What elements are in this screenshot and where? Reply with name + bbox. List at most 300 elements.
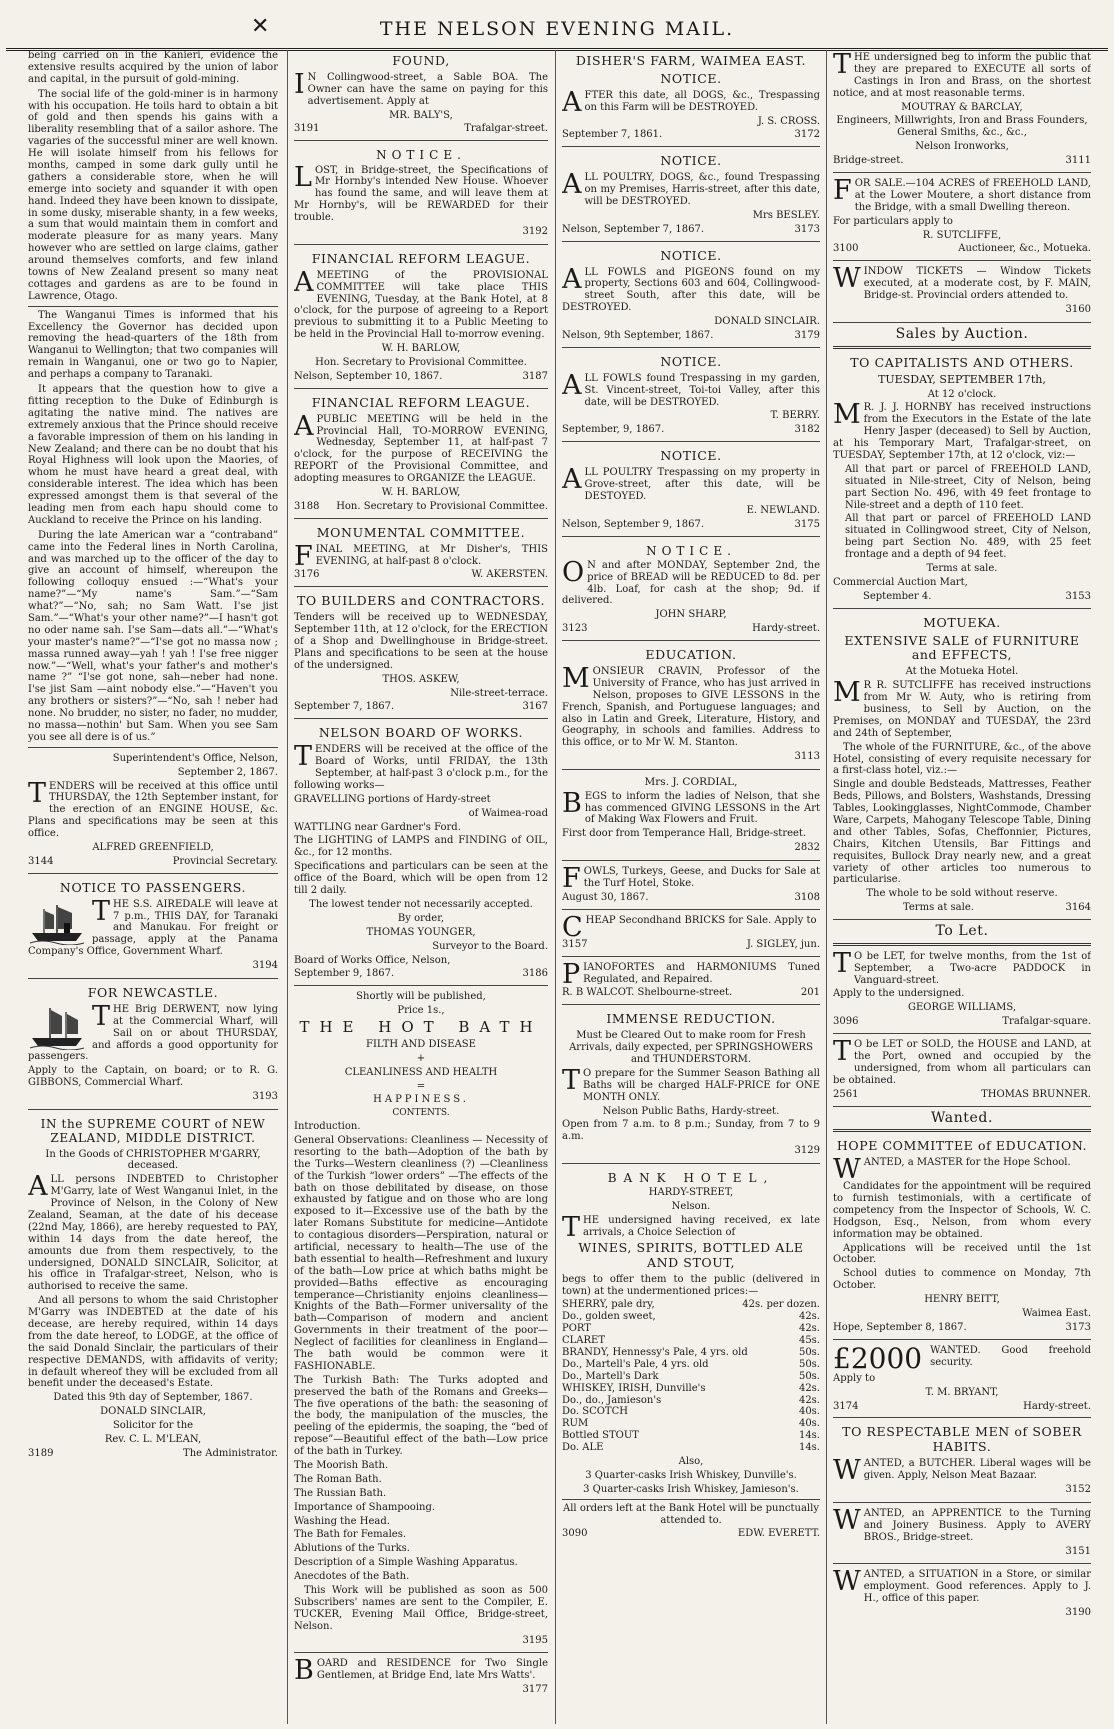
ad-body: WANTED. Good freehold security. bbox=[930, 1344, 1091, 1368]
ad-date: September 7, 1867. bbox=[294, 701, 395, 713]
drop-cap: T bbox=[562, 1212, 581, 1244]
ad-body: LL POULTRY, DOGS, &c., found Trespassing on my Premises, Harris-street, after this date, will be DESTROYED. bbox=[584, 172, 820, 207]
ad-body: 3 Quarter-casks Irish Whiskey, Dunville's. bbox=[585, 1469, 797, 1481]
ad-hours: Open from 7 a.m. to 8 p.m.; Sunday, from 7 to 9 a.m. bbox=[562, 1119, 820, 1143]
contents-item: Washing the Head. bbox=[294, 1515, 390, 1527]
price-item: Do., do., Jamieson's bbox=[562, 1394, 662, 1406]
drop-cap: M bbox=[833, 399, 861, 431]
ad-number: 2561 bbox=[833, 1088, 859, 1100]
price-item: Do., Martell's Pale, 4 yrs. old bbox=[562, 1358, 709, 1370]
ad-signature: HENRY BEITT, bbox=[924, 1294, 1000, 1306]
ad-number: 3111 bbox=[1065, 155, 1091, 167]
price-value: 14s. bbox=[798, 1430, 820, 1442]
ad-moutray-barclay bbox=[833, 50, 1091, 173]
price-row bbox=[562, 1395, 820, 1407]
ad-office: Board of Works Office, Nelson, bbox=[294, 954, 451, 966]
ad-body: R. J. J. HORNBY has received instructions from the Executors in the Estate of the late Henry Jasper (deceased) to Sell by Auction, at his Temporary Mart, Trafalgar-street, on TUESDAY, September 17th, at 12 o'clock, viz:— bbox=[833, 402, 1091, 461]
contents-item: The Moorish Bath. bbox=[294, 1460, 389, 1471]
ad-window-tickets bbox=[833, 264, 1091, 323]
ad-number: 3173 bbox=[794, 223, 820, 235]
ad-address: Trafalgar-square. bbox=[1002, 1016, 1091, 1028]
ad-heading: FINANCIAL REFORM LEAGUE. bbox=[311, 250, 531, 266]
ad-time: At 12 o'clock. bbox=[927, 388, 997, 400]
drop-cap: A bbox=[562, 169, 582, 201]
ad-builders-contractors bbox=[294, 590, 548, 719]
ad-body: ANTED, a BUTCHER. Liberal wages will be given. Apply, Nelson Meat Bazaar. bbox=[863, 1458, 1091, 1482]
ad-number: 3186 bbox=[522, 968, 548, 980]
drop-cap: A bbox=[294, 410, 314, 442]
drop-cap: A bbox=[562, 369, 582, 401]
ad-body: All orders left at the Bank Hotel will be punctually attended to. bbox=[563, 1502, 819, 1526]
ad-body: The lowest tender not necessarily accepted. bbox=[309, 898, 533, 910]
ad-address: Trafalgar-street. bbox=[464, 123, 548, 135]
ad-supreme-court bbox=[28, 1113, 278, 1465]
ad-heading: NOTICE. bbox=[660, 353, 722, 369]
ad-heading: IN the SUPREME COURT of NEW ZEALAND, MIDDLE DISTRICT. bbox=[40, 1117, 266, 1146]
ad-heading: MONUMENTAL COMMITTEE. bbox=[316, 524, 526, 540]
ad-date: September 9, 1867. bbox=[294, 968, 395, 980]
ad-body: N and after MONDAY, September 2nd, the price of BREAD will be REDUCED to 8d. per 4lb. Loaf, for cash at the shop; 9d. if delivered. bbox=[562, 559, 820, 607]
ad-subheading: FILTH AND DISEASE bbox=[366, 1038, 476, 1050]
ad-body: OWLS, Turkeys, Geese, and Ducks for Sale at the Turf Hotel, Stoke. bbox=[583, 866, 820, 889]
ad-price: Price 1s., bbox=[397, 1005, 445, 1017]
contents-item: The Turkish Bath: The Turks adopted and preserved the bath of the Romans and Greeks—The five operations of the bath: the seasoning of the body, the manipulation of the muscles, the peeling of the epidermis, the soaping, the “bed of repose”—Beautiful effect of the bath—Low price of the bath in Turkey. bbox=[294, 1374, 548, 1458]
ad-body: Tenders will be received up to WEDNESDAY, September 11th, at 12 o'clock, for the ERECTION of a Shop and Dwellinghouse in Bridge-street. Plans and specifications to be seen at the house of the undersigned. bbox=[294, 612, 548, 671]
ad-body: R R. SUTCLIFFE has received instructions from Mr W. Auty, who is retiring from business, to Sell by Auction, on the Premises, on MONDAY and TUESDAY, the 23rd and 24th of September, bbox=[833, 680, 1091, 739]
contents-item: Ablutions of the Turks. bbox=[294, 1543, 410, 1555]
ad-number: 3113 bbox=[794, 751, 820, 763]
drop-cap: B bbox=[562, 787, 582, 819]
ad-body: begs to offer them to the public (delivered in town) at the undermentioned prices:— bbox=[562, 1273, 820, 1297]
ad-body: FTER this date, all DOGS, &c., Trespassing on this Farm will be DESTROYED. bbox=[584, 89, 820, 113]
ad-body: ANTED, a MASTER for the Hope School. bbox=[863, 1157, 1071, 1169]
ad-body: OST, in Bridge-street, the Specifications of Mr Hornby's intended New House. Whoever has found the same, and will leave them at Mr Hornby's, will be REWARDED for their trouble. bbox=[294, 164, 548, 224]
section-heading-wanted: Wanted. bbox=[833, 1110, 1091, 1133]
price-item: CLARET bbox=[562, 1335, 606, 1347]
ad-date: September 2, 1867. bbox=[177, 766, 278, 778]
column-3 bbox=[562, 50, 820, 1724]
ad-heading: NOTICE. bbox=[376, 148, 466, 163]
ad-number: 3144 bbox=[28, 855, 54, 867]
article-paragraph: It appears that the question how to give a fitting reception to the Duke of Edinburgh is agitating the native mind. The natives are extremely anxious that the Prince should receive a favorable impression of them on his landing in New Zealand; and there can be no doubt that his Royal Highness will look upon the Maories, of whom he must have heard a great deal, with considerable interest. The idea which has been expressed amongst them is that several of the leading men from each hapu should come to Auckland to receive the Prince on his landing. bbox=[28, 384, 278, 526]
ad-heading: THE HOT BATH bbox=[299, 1018, 543, 1037]
drop-cap: C bbox=[562, 911, 583, 943]
ad-heading: Mrs. J. CORDIAL, bbox=[644, 776, 738, 789]
ad-body: Engineers, Millwrights, Iron and Brass Founders, General Smiths, &c., &c., bbox=[836, 115, 1088, 139]
ad-signature: JOHN SHARP, bbox=[655, 609, 727, 621]
divider bbox=[28, 747, 278, 748]
price-value: 42s. bbox=[798, 1323, 820, 1335]
ad-subheading: At the Motueka Hotel. bbox=[905, 666, 1019, 678]
price-row bbox=[562, 1323, 820, 1335]
price-row bbox=[562, 1371, 820, 1383]
ad-number: 3189 bbox=[28, 1447, 54, 1459]
ad-date: Hope, September 8, 1867. bbox=[833, 1321, 967, 1333]
ad-financial-reform-2 bbox=[294, 392, 548, 519]
ad-body: MEETING of the PROVISIONAL COMMITTEE will take place THIS EVENING, Tuesday, at the Bank Hotel, at 8 o'clock, for the purpose of agreeing to a Report previous to submitting it to a Public Meeting to be held in the Provincial Hall to-morrow evening. bbox=[294, 269, 548, 341]
drop-cap: A bbox=[562, 86, 582, 118]
drop-cap: T bbox=[92, 1000, 111, 1032]
ad-immense-reduction bbox=[562, 1008, 820, 1164]
ad-education bbox=[562, 644, 820, 770]
ad-number: 3090 bbox=[562, 1528, 588, 1540]
ad-number: 3173 bbox=[1065, 1321, 1091, 1333]
ad-heading: IMMENSE REDUCTION. bbox=[606, 1011, 776, 1027]
ad-heading: NOTICE. bbox=[660, 153, 722, 169]
ad-bricks bbox=[562, 913, 820, 957]
ad-heading: TO RESPECTABLE MEN of SOBER HABITS. bbox=[842, 1424, 1082, 1455]
ad-title: Surveyor to the Board. bbox=[432, 940, 548, 952]
ship-icon bbox=[28, 1006, 86, 1050]
column-4 bbox=[833, 50, 1091, 1724]
ad-signature: W. H. BARLOW, bbox=[381, 487, 461, 499]
ad-body: LL FOWLS and PIGEONS found on my property, Sections 603 and 604, Collingwood-street South, after this date, will be DESTROYED. bbox=[562, 266, 820, 314]
ad-address: HARDY-STREET, bbox=[648, 1187, 734, 1199]
ad-signature: Rev. C. L. M'LEAN, bbox=[104, 1434, 202, 1446]
ad-number: 3172 bbox=[794, 129, 820, 141]
divider bbox=[28, 306, 278, 307]
ad-body: O prepare for the Summer Season Bathing all Baths will be charged HALF-PRICE for ONE MONTH ONLY. bbox=[583, 1067, 820, 1103]
drop-cap: W bbox=[833, 1455, 861, 1487]
ad-body: ENDERS will be received at this office until THURSDAY, the 12th September instant, for the erection of an ENGINE HOUSE, &c. Plans and specifications may be seen at this office. bbox=[28, 780, 278, 840]
ad-title: Solicitor for the bbox=[112, 1420, 194, 1432]
price-item: RUM bbox=[562, 1418, 589, 1430]
ad-board-of-works bbox=[294, 722, 548, 986]
ad-body: 3 Quarter-casks Irish Whiskey, Jamieson's. bbox=[583, 1483, 799, 1495]
drop-cap: W bbox=[833, 263, 861, 295]
ad-number: 3175 bbox=[794, 518, 820, 530]
ad-heading: DISHER'S FARM, WAIMEA EAST. bbox=[575, 53, 807, 68]
drop-cap: T bbox=[562, 1064, 581, 1096]
contents-item: Anecdotes of the Bath. bbox=[294, 1571, 410, 1583]
drop-cap: F bbox=[562, 863, 581, 895]
ad-body: ANTED, a SITUATION in a Store, or similar employment. Good references. Apply to J. H., office of this paper. bbox=[863, 1569, 1091, 1605]
article-paragraph: The social life of the gold-miner is in harmony with his occupation. He toils hard to obtain a bit of gold and then spends his gains with a liberality resembling that of a sailor ashore. The vagaries of the successful miner are well known. He will isolate himself from his fellows for months, camped in some dark gully until he gathers a considerable store, when he will emerge into society and squander it with open hand. Indeed they have been known to dissipate, in some dusky, miserable shanty, in a few weeks, a sum that would maintain them in comfort and moderate pleasure for as many years. Many however who are settled on large claims, gather around themselves comforts, and few inland towns of New Zealand present so many neat cottages and gardens as are to be found in Lawrence, Otago. bbox=[28, 88, 278, 302]
ad-number: 3108 bbox=[794, 891, 820, 903]
price-item: Bottled STOUT bbox=[562, 1430, 639, 1442]
ad-body: The whole to be sold without reserve. bbox=[866, 888, 1058, 900]
ad-address: Bridge-street. bbox=[833, 155, 904, 167]
ad-paddock-to-let bbox=[833, 949, 1091, 1034]
ad-wax-flowers bbox=[562, 773, 820, 861]
ad-signature: EDW. EVERETT. bbox=[737, 1528, 820, 1540]
price-row bbox=[562, 1299, 820, 1311]
masthead bbox=[6, 10, 1108, 51]
ad-body: School duties to commence on Monday, 7th October. bbox=[833, 1268, 1091, 1292]
contents-item: Description of a Simple Washing Apparatus. bbox=[294, 1557, 518, 1569]
price-item: Do., Martell's Dark bbox=[562, 1370, 659, 1382]
price-item: Do., golden sweet, bbox=[562, 1311, 656, 1323]
work-item: WATTLING near Gardner's Ford. bbox=[294, 821, 461, 833]
ad-heading: FOUND, bbox=[392, 53, 450, 68]
ad-body: LL persons INDEBTED to Christopher M'Garry, late of West Wanganui Inlet, in the Province of Nelson, in the Colony of New Zealand, Seaman, at the date of his decease (22nd May, 1866), are hereby requested to PAY, within 14 days from the date hereof, the amounts due from them respectively, to the undersigned, DONALD SINCLAIR, Solicitor, at his office in Trafalgar-street, Nelson, who is authorised to receive the same. bbox=[28, 1174, 278, 1293]
ad-signature: THOMAS YOUNGER, bbox=[366, 926, 476, 938]
ad-body: LL POULTRY Trespassing on my property in Grove-street, after this date, will be DESTOYED. bbox=[584, 467, 820, 502]
ad-signature: W. AKERSTEN. bbox=[471, 569, 548, 581]
ad-capitalists bbox=[833, 352, 1091, 609]
ad-subheading: WINES, SPIRITS, BOTTLED ALE AND STOUT, bbox=[578, 1239, 804, 1270]
lot-item: All that part or parcel of FREEHOLD LAND situated in Collingwood street, City of Nelson, being part Section No. 489, with 25 feet frontage and a depth of 94 feet. bbox=[845, 513, 1091, 561]
ad-heading: FOR NEWCASTLE. bbox=[87, 985, 219, 1000]
ad-signature: GEORGE WILLIAMS, bbox=[907, 1002, 1017, 1014]
drop-cap: P bbox=[562, 958, 581, 990]
price-row bbox=[562, 1418, 820, 1430]
ad-office: Superintendent's Office, Nelson, bbox=[112, 752, 278, 764]
ad-monumental-committee bbox=[294, 522, 548, 588]
divider bbox=[562, 1499, 820, 1500]
ad-body: Terms at sale. bbox=[926, 563, 998, 574]
price-value: 42s. bbox=[798, 1394, 820, 1406]
ad-body: N Collingwood-street, a Sable BOA. The Owner can have the same on paying for this advertisement. Apply at bbox=[307, 71, 548, 107]
drop-cap: A bbox=[562, 464, 582, 496]
ad-heading: NOTICE. bbox=[660, 70, 722, 86]
ad-number: 3174 bbox=[833, 1400, 859, 1412]
ad-title: Auctioneer, &c., Motueka. bbox=[958, 243, 1091, 255]
price-item: WHISKEY, IRISH, Dunville's bbox=[562, 1382, 706, 1394]
ad-fowls-for-sale bbox=[562, 864, 820, 910]
ad-heading: NOTICE. bbox=[660, 448, 722, 464]
ad-date: September, 9, 1867. bbox=[562, 424, 665, 436]
ad-number: 3194 bbox=[252, 960, 278, 972]
drop-cap: A bbox=[562, 263, 582, 295]
ad-address: Nile-street-terrace. bbox=[450, 687, 548, 699]
ad-body: EGS to inform the ladies of Nelson, that she has commenced GIVING LESSONS in the Art of Making Wax Flowers and Fruit. bbox=[584, 790, 820, 826]
ad-board-residence bbox=[294, 1656, 548, 1702]
ad-body: HE Brig DERWENT, now lying at the Commercial Wharf, will Sail on or about THURSDAY, and affords a good opportunity for passengers. bbox=[28, 1003, 278, 1063]
ad-symbol: + bbox=[416, 1052, 426, 1064]
ad-body: Terms at sale. bbox=[903, 902, 974, 914]
article-paragraph: The Wanganui Times is informed that his Excellency the Governor has decided upon removing the head-quarters of the 18th from Wanganui to Wellington; that two companies will remain in Wanganui, one or two go to Napier, and perhaps a company to Taranaki. bbox=[28, 309, 278, 381]
ad-signature: R. SUTCLIFFE, bbox=[922, 229, 1002, 241]
ad-subheading: EXTENSIVE SALE of FURNITURE and EFFECTS, bbox=[844, 632, 1080, 663]
ad-signature: R. B WALCOT. Shelbourne-street. bbox=[562, 987, 733, 999]
ad-address: First door from Temperance Hall, Bridge-street. bbox=[562, 828, 807, 840]
ad-signature: THOMAS BRUNNER. bbox=[981, 1088, 1091, 1100]
ad-number: 2832 bbox=[794, 842, 820, 854]
ad-number: 3179 bbox=[794, 329, 820, 341]
work-item: of Waimea-road bbox=[468, 807, 548, 819]
ad-number: 3191 bbox=[294, 123, 320, 135]
ad-address: Nelson. bbox=[671, 1201, 711, 1213]
ad-motueka-sale bbox=[833, 612, 1091, 920]
ad-heading: TO CAPITALISTS AND OTHERS. bbox=[850, 354, 1074, 370]
ad-heading: FINANCIAL REFORM LEAGUE. bbox=[311, 394, 531, 410]
ad-pianofortes bbox=[562, 960, 820, 1006]
ad-body: By order, bbox=[397, 912, 445, 924]
drop-cap: O bbox=[562, 556, 585, 588]
contents-item: Introduction. bbox=[294, 1121, 361, 1133]
ad-title: Hon. Secretary to Provisional Committee. bbox=[315, 357, 527, 369]
ad-body: O be LET or SOLD, the HOUSE and LAND, at the Port, owned and occupied by the undersigned, from whom all particulars can be obtained. bbox=[833, 1039, 1091, 1086]
drop-cap: T bbox=[833, 50, 852, 80]
ad-land-for-sale bbox=[833, 176, 1091, 261]
contents-item: The Bath for Females. bbox=[294, 1529, 407, 1541]
section-heading-sales-by-auction: Sales by Auction. bbox=[833, 326, 1091, 349]
price-row bbox=[562, 1442, 820, 1454]
ad-situation-wanted bbox=[833, 1567, 1091, 1625]
price-value: 42s. bbox=[798, 1382, 820, 1394]
price-item: SHERRY, pale dry, bbox=[562, 1299, 655, 1311]
ad-signature: Mrs BESLEY. bbox=[752, 209, 820, 221]
ad-signature: DONALD SINCLAIR. bbox=[714, 316, 820, 328]
ad-subheading: In the Goods of CHRISTOPHER M'GARRY, deceased. bbox=[45, 1148, 261, 1172]
ad-financial-reform-1 bbox=[294, 248, 548, 389]
ad-number: 3123 bbox=[562, 623, 588, 635]
price-value: 50s. bbox=[798, 1347, 820, 1358]
ad-number: 3164 bbox=[1065, 902, 1091, 914]
ad-number: 3160 bbox=[1065, 304, 1091, 316]
price-item: BRANDY, Hennessy's Pale, 4 yrs. old bbox=[562, 1347, 748, 1358]
ad-body: The whole of the FURNITURE, &c., of the above Hotel, consisting of every requisite necessary for a first-class hotel, viz.:— bbox=[833, 741, 1091, 777]
ad-body: HE S.S. AIREDALE will leave at 7 p.m., THIS DAY, for Taranaki and Manukau. For freight or passage, apply at the Panama Company's Office, Government Wharf. bbox=[28, 898, 278, 958]
price-list bbox=[562, 1299, 820, 1454]
ad-title: The Administrator. bbox=[183, 1447, 278, 1459]
ad-heading: TO BUILDERS and CONTRACTORS. bbox=[296, 593, 546, 609]
price-row bbox=[562, 1311, 820, 1323]
price-value: 42s. per dozen. bbox=[742, 1299, 820, 1311]
ad-body: Nelson Ironworks, bbox=[915, 141, 1009, 153]
price-row bbox=[562, 1347, 820, 1359]
contents-item: The Roman Bath. bbox=[294, 1473, 382, 1485]
ad-symbol: = bbox=[416, 1080, 426, 1092]
ad-body: HE undersigned beg to inform the public that they are prepared to EXECUTE all sorts of Castings in Iron and Brass, on the shortest notice, and at most reasonable terms. bbox=[833, 52, 1091, 99]
drop-cap: W bbox=[833, 1566, 861, 1598]
ad-address: Hardy-street. bbox=[1023, 1400, 1091, 1412]
contents-item: General Observations: Cleanliness — Necessity of resorting to the bath—Adoption of the bath by the Turks—Western cleanliness (?) —Cleanliness of the Turkish “lower orders” —The effects of the bath on those debilitated by disease, on those exhausted by fatigue and on those who are long exposed to it—Excessive use of the bath by the later Romans Substitute for medicine—Antidote to contagious disorders—Perspiration, natural or artificial, necessary to health—The use of the bath essential to health—Refreshment and luxury of the bath—Low price at which baths might be provided—Baths effective as encouraging temperance—Christianity enjoins cleanliness—Knights of the Bath—Former universality of the bath—Comparison of modern and ancient Governments in their treatment of the poor—Neglect of facilities for cleanliness in England—The bath would be common were it FASHIONABLE. bbox=[294, 1134, 548, 1372]
price-value: 40s. bbox=[798, 1418, 820, 1430]
drop-cap: A bbox=[28, 1171, 48, 1203]
ad-2000-wanted bbox=[833, 1343, 1091, 1419]
ad-heading: EDUCATION. bbox=[645, 647, 737, 663]
ad-signature: T. BERRY. bbox=[770, 410, 820, 422]
ad-heading: NOTICE. bbox=[646, 543, 736, 558]
ad-address: Waimea East. bbox=[1022, 1308, 1091, 1319]
ad-notice-to-passengers bbox=[28, 877, 278, 979]
ad-address: Hardy-street. bbox=[752, 623, 820, 635]
article-paragraph: being carried on in the Kanieri, evidence the extensive results acquired by the union of labor and capital, in the pursuit of gold-mining. bbox=[28, 50, 278, 85]
drop-cap: T bbox=[28, 777, 47, 809]
ad-number: 3176 bbox=[294, 569, 320, 581]
contents-item: The Russian Bath. bbox=[294, 1487, 387, 1499]
contents-item: Importance of Shampooing. bbox=[294, 1501, 436, 1513]
ad-subheading: CLEANLINESS AND HEALTH bbox=[344, 1066, 498, 1078]
ad-title: Provincial Secretary. bbox=[172, 855, 278, 867]
drop-cap: W bbox=[833, 1154, 861, 1186]
ad-hope-committee bbox=[833, 1135, 1091, 1340]
price-value: 45s. bbox=[798, 1335, 820, 1347]
ad-number: 3153 bbox=[1065, 590, 1091, 602]
price-item: Do. ALE bbox=[562, 1442, 604, 1454]
ad-body: PUBLIC MEETING will be held in the Provincial Hall, TO-MORROW EVENING, Wednesday, September 11, at half-past 7 o'clock, for the purpose of RECEIVING the REPORT of the Provisional Committee, and adopting measures to ORGANIZE the LEAGUE. bbox=[294, 413, 548, 485]
ad-body: Apply to the undersigned. bbox=[833, 988, 965, 1000]
ad-body: Must be Cleared Out to make room for Fresh Arrivals, daily expected, per SPRINGSHOWERS and THUNDERSTORM. bbox=[569, 1030, 813, 1065]
ad-subheading: HAPPINESS. bbox=[373, 1094, 469, 1106]
drop-cap: B bbox=[294, 1655, 314, 1687]
ad-body: Single and double Bedsteads, Mattresses, Feather Beds, Pillows, and Bolsters, Washstands, Dressing Tables, Lookingglasses, NightCommode, Chamber Ware, Carpets, Mahogany Telescope Table, Dining and other Tables, Sofas, Cheffonnier, Pictures, Chairs, Kitchen Utensils, Bar Fittings and requisites, Bullock Dray nearly new, and a great variety of other articles too numerous to particularise. bbox=[833, 779, 1091, 886]
ad-title: Hon. Secretary to Provisional Committee. bbox=[336, 500, 548, 512]
drop-cap: W bbox=[833, 1504, 861, 1536]
drop-cap: T bbox=[833, 1036, 852, 1068]
work-item: The LIGHTING of LAMPS and FINDING of OIL, &c., for 12 months. bbox=[294, 835, 548, 859]
ad-signature: DONALD SINCLAIR, bbox=[100, 1406, 206, 1418]
ad-bank-hotel bbox=[562, 1167, 820, 1545]
ad-date: August 30, 1867. bbox=[562, 891, 649, 903]
price-row bbox=[562, 1430, 820, 1442]
ad-date: Nelson, 9th September, 1867. bbox=[562, 329, 714, 341]
drop-cap: M bbox=[833, 677, 861, 709]
ad-body: IANOFORTES and HARMONIUMS Tuned Regulated, and Repaired. bbox=[583, 961, 820, 985]
drop-cap: L bbox=[294, 161, 312, 193]
work-item: GRAVELLING portions of Hardy-street bbox=[294, 793, 491, 805]
ad-body: Apply to bbox=[833, 1372, 876, 1384]
ad-signature: MOUTRAY & BARCLAY, bbox=[901, 101, 1023, 113]
column-rule bbox=[826, 50, 827, 1724]
ad-contents-label: CONTENTS. bbox=[392, 1108, 450, 1119]
ad-body: Shortly will be published, bbox=[356, 991, 486, 1003]
ad-body: ONSIEUR CRAVIN, Professor of the University of France, who has just arrived in Nelson, proposes to GIVE LESSONS in the French, Spanish, and Portuguese languages; and also in Latin and Greek, Literature, History, and Geography, in schools and families. Address to this office, or to Mr W. M. Stanton. bbox=[562, 666, 820, 749]
ad-body: Specifications and particulars can be seen at the office of the Board, which will be open from 12 till 2 daily. bbox=[294, 861, 548, 897]
ad-number: 3190 bbox=[1065, 1607, 1091, 1619]
drop-cap: M bbox=[562, 663, 590, 694]
drop-cap: T bbox=[294, 741, 313, 773]
ad-number: 3129 bbox=[794, 1145, 820, 1157]
price-item: Do. SCOTCH bbox=[562, 1406, 628, 1418]
price-value: 42s. bbox=[798, 1311, 820, 1323]
ad-heading: BANK HOTEL, bbox=[607, 1171, 775, 1186]
ad-notice-berry bbox=[562, 351, 820, 442]
handwritten-mark: ✕ bbox=[251, 14, 270, 39]
ad-body: And all persons to whom the said Christopher M'Garry was INDEBTED at the date of his decease, are hereby required, within 14 days from the date hereof, to LODGE, at the office of the said Donald Sinclair, the particulars of their respective DEMANDS, with affidavits of verity; in default whereof they will be excluded from all benefit under the deceased's Estate. bbox=[28, 1295, 278, 1390]
price-value: 50s. bbox=[798, 1358, 820, 1370]
section-heading-to-let: To Let. bbox=[833, 923, 1091, 946]
column-rule bbox=[555, 50, 556, 1724]
ad-body: HE undersigned having received, ex late arrivals, a Choice Selection of bbox=[583, 1215, 820, 1239]
lot-item: All that part or parcel of FREEHOLD LAND, situated in Nile-street, City of Nelson, being part Section No. 496, with 49 feet frontage to Nile-street and a depth of 110 feet. bbox=[845, 463, 1091, 511]
ad-lost-specifications bbox=[294, 144, 548, 245]
ad-number: 3100 bbox=[833, 243, 859, 255]
ad-address: Commercial Auction Mart, bbox=[833, 576, 968, 588]
ad-address: Nelson Public Baths, Hardy-street. bbox=[602, 1105, 780, 1117]
ad-date: Nelson, September 9, 1867. bbox=[562, 518, 705, 530]
ad-notice-besley bbox=[562, 150, 820, 241]
ad-apply: Apply to the Captain, on board; or to R. G. GIBBONS, Commercial Wharf. bbox=[28, 1065, 278, 1089]
price-row bbox=[562, 1335, 820, 1347]
ad-house-to-let bbox=[833, 1037, 1091, 1106]
ad-body: Candidates for the appointment will be required to furnish testimonials, with a certificate of competency from the Inspector of Schools, W. C. Hodgson, Esq., Nelson, from whom every information may be obtained. bbox=[833, 1181, 1091, 1240]
ad-hot-bath bbox=[294, 989, 548, 1653]
ad-signature: J. S. CROSS. bbox=[757, 115, 820, 127]
ad-signature: MR. BALY'S, bbox=[389, 109, 453, 121]
ad-body: O be LET, for twelve months, from the 1st of September, a Two-acre PADDOCK in Vanguard-street. bbox=[854, 950, 1091, 986]
ad-date: Nelson, September 7, 1867. bbox=[562, 223, 705, 235]
ad-date: September 4. bbox=[863, 590, 932, 602]
ad-number: 201 bbox=[800, 987, 820, 999]
column-2 bbox=[294, 50, 548, 1724]
ad-body: OARD and RESIDENCE for Two Single Gentlemen, at Bridge End, late Mrs Watts'. bbox=[316, 1658, 548, 1682]
ad-amount: £2000 bbox=[833, 1341, 923, 1375]
ad-signature: ALFRED GREENFIELD, bbox=[92, 842, 214, 853]
ad-butcher-wanted bbox=[833, 1421, 1091, 1502]
ad-number: 3151 bbox=[1065, 1545, 1091, 1557]
ad-number: 3192 bbox=[522, 226, 548, 238]
ad-body: Applications will be received until the 1st October. bbox=[833, 1242, 1091, 1266]
column-1 bbox=[28, 50, 278, 1724]
ad-heading: NOTICE TO PASSENGERS. bbox=[59, 879, 247, 895]
ad-body: INAL MEETING, at Mr Disher's, THIS EVENING, at half-past 8 o'clock. bbox=[315, 543, 548, 567]
ad-signature: THOS. ASKEW, bbox=[382, 673, 460, 685]
ad-notice-newland bbox=[562, 445, 820, 536]
ad-number: 3152 bbox=[1065, 1483, 1091, 1495]
